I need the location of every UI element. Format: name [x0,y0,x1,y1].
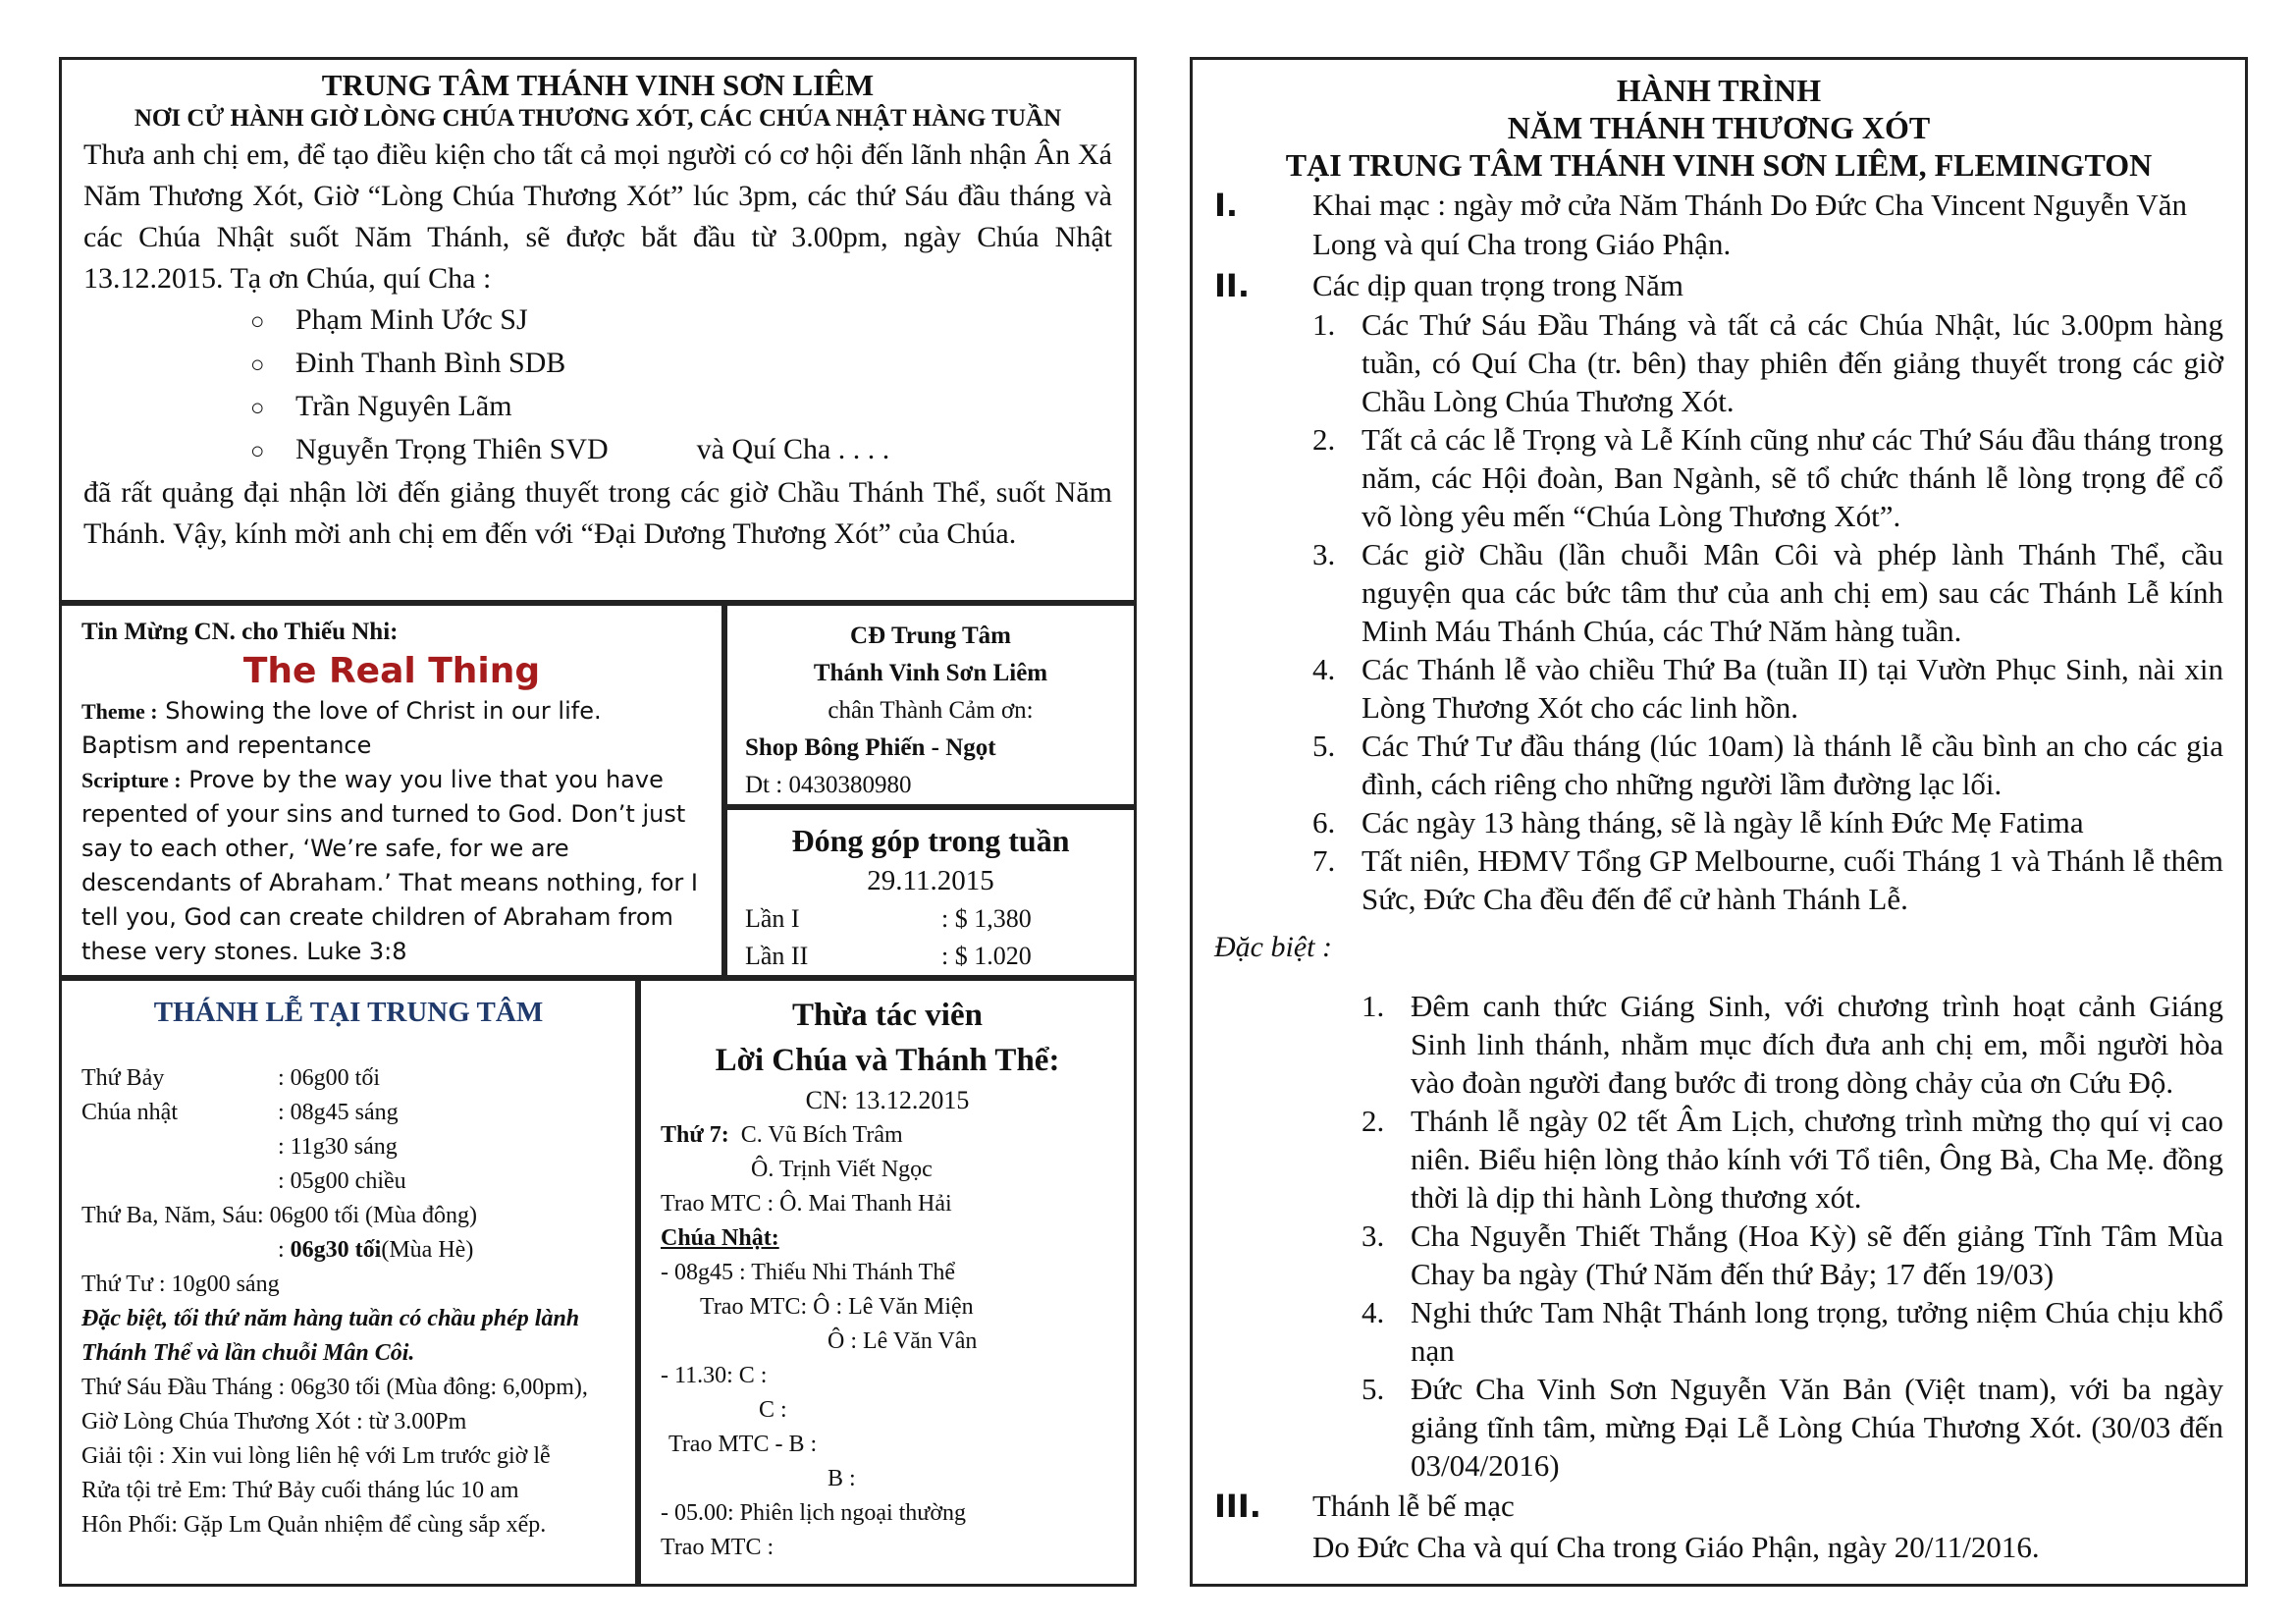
mass-summer: : 06g30 tối(Mùa Hè) [278,1237,474,1263]
list-item: 2. Thánh lễ ngày 02 tết Âm Lịch, chương trình mừng thọ quí vị cao niên. Biểu hiện lòng thảo kính với Tổ tiên, Ông Bà, Cha Mẹ. đồng thời là dịp thi hành Lòng thương xót. [1362,1104,2223,1215]
ministers-m3-mtc: Trao MTC : [661,1535,774,1560]
list-item: 3. Các giờ Chầu (lần chuỗi Mân Côi và phép lành Thánh Thể, cầu nguyện qua các bức tâm thư của anh chị em) sau các Thánh Lễ kính Minh Máu Thánh Chúa, các Thứ Năm hàng tuần. [1312,537,2223,648]
section-closing: III. Thánh lễ bế mạc [1214,1488,1515,1525]
list-item: 6. Các ngày 13 hàng tháng, sẽ là ngày lễ kính Đức Mẹ Fatima [1312,805,2084,839]
circle-bullet-icon: ○ [250,396,265,421]
ministers-m2: - 11.30: C : [661,1363,768,1388]
section-events: II. Các dịp quan trọng trong Năm [1214,267,1683,304]
thanks-line3: chân Thành Cảm ơn: [828,697,1034,724]
ministers-m1-mtc1: Trao MTC: Ô : Lê Văn Miện [700,1294,974,1320]
list-item: 3. Cha Nguyễn Thiết Thắng (Hoa Kỳ) sẽ đến giảng Tĩnh Tâm Mùa Chay ba ngày (Thứ Năm đến thứ Bảy; 17 đến 19/03) [1362,1218,2223,1291]
ministers-sunday-label: Chúa Nhật: [661,1225,779,1251]
circle-bullet-icon: ○ [250,309,265,335]
table-row: : 11g30 sáng [278,1134,398,1160]
thanks-line1: CĐ Trung Tâm [850,623,1011,649]
list-item: 2. Tất cả các lễ Trọng và Lễ Kính cũng như các Thứ Sáu đầu tháng trong năm, các Hội đoàn, Ban Ngành, sẽ tổ chức thánh lễ lòng trọng để cổ võ lòng yêu mến “Chúa Lòng Thương Xót”. [1312,422,2223,533]
special-label: Đặc biệt : [1214,931,1332,963]
ministers-sat-mtc: Trao MTC : Ô. Mai Thanh Hải [661,1191,952,1217]
list-item: ○ Đinh Thanh Bình SDB [250,343,1112,386]
gospel-heading: Tin Mừng CN. cho Thiếu Nhi: [81,619,399,645]
special-list [1214,987,2223,1485]
ministers-date: CN: 13.12.2015 [805,1086,970,1114]
notice-closing: đã rất quảng đại nhận lời đến giảng thuyết trong các giờ Chầu Thánh Thể, suốt Năm Thánh. Vậy, kính mời anh chị em đến với “Đại Dương Thương Xót” của Chúa. [83,476,1112,550]
list-item: ○ Phạm Minh Ước SJ [250,299,1112,343]
ministers-title2: Lời Chúa và Thánh Thể: [715,1043,1060,1078]
circle-bullet-icon: ○ [250,439,265,464]
list-item: 5. Các Thứ Tư đầu tháng (lúc 10am) là thánh lễ cầu bình an cho các gia đình, cách riêng cho những người lầm đường lạc lối. [1312,729,2223,801]
thanks-line2: Thánh Vinh Sơn Liêm [813,660,1048,686]
circle-bullet-icon: ○ [250,352,265,378]
thanks-phone: Dt : 0430380980 [745,772,912,798]
ministers-box [638,978,1137,1587]
list-item: 7. Tất niên, HĐMV Tổng GP Melbourne, cuối Tháng 1 và Thánh lễ thêm Sức, Đức Cha đều đến để cử hành Thánh Lễ. [1312,843,2223,916]
list-item: 1. Đêm canh thức Giáng Sinh, với chương trình hoạt cảnh Giáng Sinh linh thánh, nhằm mục đích đưa anh chị em, mỗi người hòa vào đoàn người đang bước đi trong dòng chảy của ơn Cứu Độ. [1362,989,2223,1100]
ministers-m1-mtc2: Ô : Lê Văn Vân [828,1328,978,1354]
ministers-m2-mtc: Trao MTC - B : [668,1432,818,1457]
notice-box [59,57,1137,603]
section-closing-detail: Do Đức Cha và quí Cha trong Giáo Phận, ngày 20/11/2016. [1312,1530,2040,1564]
ministers-sat2: Ô. Trịnh Viết Ngọc [751,1157,933,1182]
gospel-scripture: Scripture : Prove by the way you live that you have repented of your sins and turned to God. Don’t just say to each other, ‘We’re safe, for we are descendants of Abraham.’ That means nothing, for I tell you, God can create children of Abraham from these very stones. Luke 3:8 [81,766,698,965]
list-item: 4. Nghi thức Tam Nhật Thánh long trọng, tưởng niệm Chúa chịu khổ nạn [1362,1295,2223,1368]
table-row: Thứ Bảy : 06g00 tối [81,1065,381,1091]
ministers-m3: - 05.00: Phiên lịch ngoại thường [661,1500,967,1526]
mass-marriage: Hôn Phối: Gặp Lm Quản nhiệm để cùng sắp xếp. [81,1512,547,1538]
list-item: ○ Nguyễn Trọng Thiên SVD và Quí Cha . . . . [250,429,1112,472]
gospel-box [59,603,724,978]
journey-title2: NĂM THÁNH THƯƠNG XÓT [1507,110,1931,145]
ministers-m2-b: B : [828,1466,856,1491]
ministers-saturday: Thứ 7: C. Vũ Bích Trâm [661,1122,903,1148]
mass-special: Đặc biệt, tối thứ năm hàng tuần có chầu phép lành Thánh Thể và lần chuỗi Mân Côi. [81,1306,580,1366]
mass-title: THÁNH LỄ TẠI TRUNG TÂM [153,997,544,1028]
ministers-title1: Thừa tác viên [792,998,983,1033]
table-row: Lần II : $ 1.020 [745,942,1032,970]
list-item: 5. Đức Cha Vinh Sơn Nguyễn Văn Bản (Việt tnam), với ba ngày giảng tĩnh tâm, mừng Đại Lễ Lòng Chúa Thương Xót. (30/03 đến 03/04/2016) [1362,1372,2223,1483]
table-row: Chúa nhật : 08g45 sáng [81,1100,399,1125]
notice-title: TRUNG TÂM THÁNH VINH SƠN LIÊM [321,68,875,102]
notice-subtitle: NƠI CỬ HÀNH GIỜ LÒNG CHÚA THƯƠNG XÓT, CÁC CHÚA NHẬT HÀNG TUẦN [133,105,1062,132]
list-item: ○ Trần Nguyên Lãm [250,386,1112,429]
thanks-box [724,603,1137,807]
offering-date: 29.11.2015 [867,865,994,896]
journey-title1: HÀNH TRÌNH [1616,73,1822,108]
journey-title3: TẠI TRUNG TÂM THÁNH VINH SƠN LIÊM, FLEMINGTON [1285,147,2153,183]
list-item: 4. Các Thánh lễ vào chiều Thứ Ba (tuần II) tại Vườn Phục Sinh, nài xin Lòng Thương Xót cho các linh hồn. [1312,652,2223,725]
ministers-m1: - 08g45 : Thiếu Nhi Thánh Thể [661,1260,955,1285]
priest-list [83,299,1112,472]
mass-confession: Giải tội : Xin vui lòng liên hệ với Lm trước giờ lễ [81,1443,551,1469]
events-list [1214,305,2223,918]
thanks-shop: Shop Bông Phiến - Ngọt [745,734,996,761]
table-row: Lần I : $ 1,380 [745,904,1032,933]
list-item: 1. Các Thứ Sáu Đầu Tháng và tất cả các Chúa Nhật, lúc 3.00pm hàng tuần, có Quí Cha (tr. bên) thay phiên đến giảng thuyết trong các giờ Chầu Lòng Chúa Thương Xót. [1312,307,2223,418]
offering-box [724,807,1137,978]
gospel-theme: Theme : Showing the love of Christ in our life. Baptism and repentance [81,697,602,759]
mass-weekday: Thứ Ba, Năm, Sáu: 06g00 tối (Mùa đông) [81,1203,477,1228]
offering-title: Đóng góp trong tuần [791,823,1070,858]
ministers-m2-c: C : [759,1397,787,1423]
gospel-title: The Real Thing [242,651,541,691]
section-opening: I. Khai mạc : ngày mở cửa Năm Thánh Do Đức Cha Vincent Nguyễn Văn Long và quí Cha trong Giáo Phận. [1214,187,2187,261]
mass-schedule-box [59,978,638,1587]
table-row: : 05g00 chiều [278,1168,406,1194]
notice-body: Thưa anh chị em, để tạo điều kiện cho tất cả mọi người có cơ hội đến lãnh nhận Ân Xá Năm Thương Xót, Giờ “Lòng Chúa Thương Xót” lúc 3pm, các thứ Sáu đầu tháng và các Chúa Nhật suốt Năm Thánh, sẽ được bắt đầu từ 3.00pm, ngày Chúa Nhật 13.12.2015. Tạ ơn Chúa, quí Cha : [83,138,1112,295]
mass-wednesday: Thứ Tư : 10g00 sáng [81,1272,280,1297]
priests-extra: và Quí Cha . . . . [696,433,890,465]
journey-box [1190,57,2248,1587]
mass-baptism: Rửa tội trẻ Em: Thứ Bảy cuối tháng lúc 10 am [81,1478,519,1503]
mass-first-friday: Thứ Sáu Đầu Tháng : 06g30 tối (Mùa đông: 6,00pm), Giờ Lòng Chúa Thương Xót : từ 3.00Pm [81,1375,588,1435]
